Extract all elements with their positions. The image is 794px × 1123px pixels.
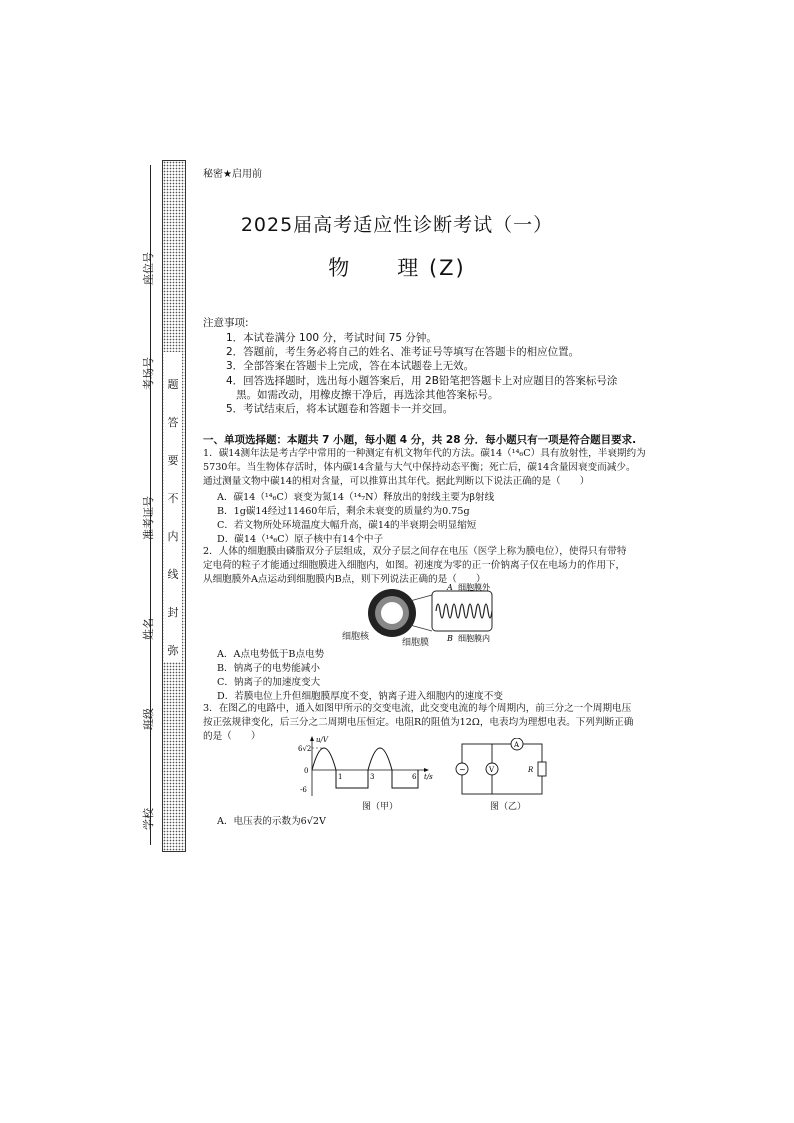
- exam-title: 2025届高考适应性诊断考试（一）: [240, 214, 554, 236]
- q3-option-a: A．电压表的示数为6√2V: [217, 816, 326, 827]
- q3-stem-line: 按正弦规律变化，后三分之二周期电压恒定。电阻R的阻值为12Ω，电表均为理想电表。下列判断正确: [203, 717, 634, 728]
- q3-stem-line: 3．在图乙的电路中，通入如图甲所示的交变电流，此交变电流的每个周期内，前三分之一个周期电压: [203, 703, 632, 714]
- seal-char: 题: [167, 378, 179, 391]
- seal-char: 不: [167, 492, 179, 505]
- note-item: 黑。如需改动，用橡皮擦干净后，再选涂其他答案标号。: [236, 389, 499, 401]
- x-axis-label: t/s: [424, 773, 433, 781]
- seat-number-field[interactable]: 座位号: [142, 252, 155, 285]
- outside-label: 细胞膜外: [458, 583, 490, 592]
- seal-char: 答: [167, 416, 179, 429]
- q2-option-b: B．钠离子的电势能减小: [217, 663, 320, 674]
- note-item: 1．本试卷满分 100 分，考试时间 75 分钟。: [226, 332, 437, 344]
- y-tick-zero: 0: [304, 767, 309, 775]
- exam-room-field[interactable]: 考场号: [142, 357, 155, 390]
- sine-segment-1: [312, 748, 336, 770]
- q1-option-b: B．1g碳14经过11460年后，剩余未衰变的质量约为0.75g: [217, 506, 470, 517]
- q2-option-a: A．A点电势低于B点电势: [217, 649, 325, 660]
- voltmeter-label: V: [489, 766, 495, 774]
- note-item: 5．考试结束后，将本试题卷和答题卡一并交回。: [226, 403, 454, 415]
- point-a-label: A: [447, 583, 453, 592]
- seal-char: 线: [167, 568, 179, 581]
- svg-text:~: ~: [459, 765, 466, 774]
- voltage-time-graph: [298, 734, 443, 798]
- q2-option-d: D．若膜电位上升但细胞膜厚度不变，钠离子进入细胞内的速度不变: [217, 691, 503, 702]
- seal-text-box: [164, 352, 182, 662]
- q2-stem-line: 定电荷的粒子才能通过细胞膜进入细胞内，如图。初速度为零的正一价钠离子仅在电场力的作用下，: [203, 560, 626, 571]
- q2-option-c: C．钠离子的加速度变大: [217, 677, 321, 688]
- circuit-diagram: [452, 738, 552, 800]
- class-field[interactable]: 班级: [142, 708, 155, 730]
- circuit-caption: 图（乙）: [490, 802, 527, 812]
- seal-char: 要: [167, 454, 179, 467]
- secret-label: 秘密★启用前: [203, 169, 262, 180]
- name-field[interactable]: 姓名: [142, 618, 155, 640]
- ticket-number-field[interactable]: 准考证号: [142, 496, 155, 540]
- y-tick-bottom: -6: [300, 786, 307, 794]
- y-tick-top: 6√2: [298, 745, 312, 753]
- q1-stem-line: 1．碳14测年法是考古学中常用的一种测定有机文物年代的方法。碳14（¹⁴₆C）具有放射性，半衰期约为: [203, 448, 646, 459]
- sine-segment-2: [368, 748, 392, 770]
- q2-stem-line: 2．人体的细胞膜由磷脂双分子层组成，双分子层之间存在电压（医学上称为膜电位），使得只有带特: [203, 546, 627, 557]
- x-tick-3: 3: [370, 773, 375, 781]
- graph-caption: 图（甲）: [362, 802, 399, 812]
- q3-stem-line: 的是（ ）: [203, 731, 261, 742]
- membrane-label: 细胞膜: [402, 638, 430, 648]
- q1-option-a: A．碳14（¹⁴₆C）衰变为氮14（¹⁴₇N）释放出的射线主要为β射线: [217, 492, 495, 503]
- exam-subject: 物 理 (Z): [328, 256, 466, 280]
- q1-stem-line: 通过测量文物中碳14的相对含量，可以推算出其年代。据此判断以下说法正确的是（ ）: [203, 476, 590, 487]
- nucleus-label: 细胞核: [342, 632, 370, 642]
- inside-label: 细胞膜内: [458, 634, 490, 643]
- school-field[interactable]: 学校: [142, 808, 155, 830]
- q1-option-c: C．若文物所处环境温度大幅升高，碳14的半衰期会明显缩短: [217, 520, 477, 531]
- x-tick-1: 1: [338, 773, 343, 781]
- note-item: 3．全部答案在答题卡上完成，答在本试题卷上无效。: [226, 360, 475, 372]
- nucleus-shape: [381, 602, 403, 624]
- notes-heading: 注意事项:: [203, 317, 249, 329]
- seal-char: 弥: [167, 644, 179, 657]
- y-axis-label: u/V: [316, 736, 328, 744]
- section-heading: 一、单项选择题：本题共 7 小题，每小题 4 分，共 28 分．每小题只有一项是符合题目要求.: [203, 434, 637, 446]
- seal-char: 封: [167, 606, 179, 619]
- q2-stem-line: 从细胞膜外A点运动到细胞膜内B点，则下列说法正确的是（ ）: [203, 574, 486, 585]
- note-item: 4．回答选择题时，选出每小题答案后，用 2B铅笔把答题卡上对应题目的答案标号涂: [226, 375, 618, 387]
- q1-option-d: D．碳14（¹⁴₆C）原子核中有14个中子: [217, 534, 384, 545]
- x-tick-6: 6: [412, 773, 417, 781]
- resistor-label: R: [528, 766, 534, 774]
- ammeter-label: A: [514, 741, 520, 749]
- seal-char: 内: [167, 530, 179, 543]
- resistor: [538, 762, 546, 776]
- point-b-label: B: [447, 634, 453, 643]
- note-item: 2．答题前，考生务必将自己的姓名、准考证号等填写在答题卡的相应位置。: [226, 346, 580, 358]
- q1-stem-line: 5730年。当生物体存活时，体内碳14含量与大气中保持动态平衡；死亡后，碳14含量因衰变而减少。: [203, 462, 636, 473]
